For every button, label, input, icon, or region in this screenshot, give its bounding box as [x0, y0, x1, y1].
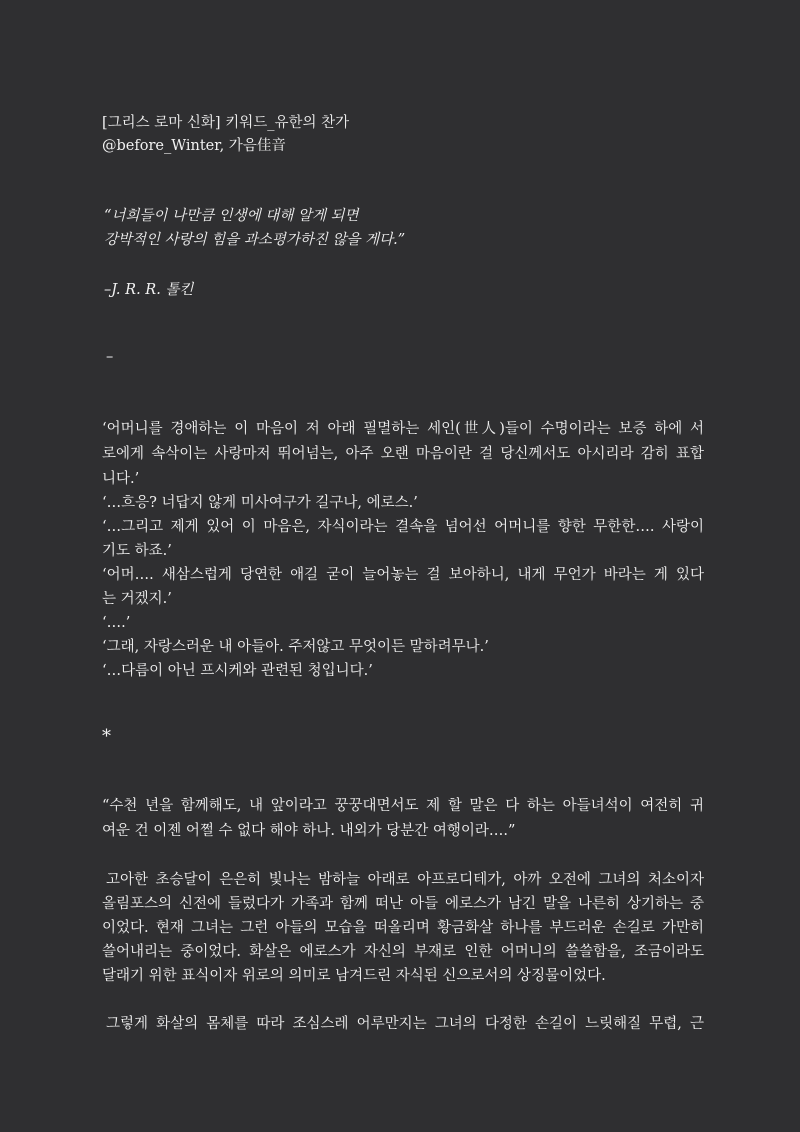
dialogue-line: 는 거겠지.’: [102, 591, 172, 607]
dialogue-line: ‘그래, 자랑스러운 내 아들아. 주저않고 무엇이든 말하려무나.’: [102, 639, 489, 655]
dialogue-line: 니다.’: [102, 471, 140, 487]
speech-line: “수천 년을 함께해도, 내 앞이라고 꿍꿍대면서도 제 할 말은 다 하는 아들녀석이 여전히 귀: [102, 798, 704, 814]
dialogue-line: ‘…다름이 아닌 프시케와 관련된 청입니다.’: [102, 663, 373, 679]
paragraph-line: 달래기 위한 표식이자 위로의 의미로 남겨드린 자식된 신으로서의 상징물이었다.: [102, 968, 606, 984]
paragraph-line: 그렇게 화살의 몸체를 따라 조심스레 어루만지는 그녀의 다정한 손길이 느릿해질 무렵, 근: [106, 1016, 704, 1032]
paragraph-line: 이었다. 현재 그녀는 그런 아들의 모습을 떠올리며 황금화살 하나를 부드러운 손길로 가만히: [102, 920, 704, 936]
epigraph-attribution: –J. R. R. 톨킨: [104, 282, 194, 298]
paragraph-line: 올림포스의 신전에 들렀다가 가족과 함께 떠난 아들 에로스가 남긴 말을 나른히 상기하는 중: [102, 896, 704, 912]
document-title: [그리스 로마 신화] 키워드_유한의 찬가: [102, 115, 350, 131]
scene-separator: *: [102, 726, 111, 747]
speech-line: 여운 건 이젠 어쩔 수 없다 해야 하나. 내외가 당분간 여행이라….”: [102, 823, 516, 839]
author-line: @before_Winter, 가음佳音: [102, 138, 286, 154]
epigraph-line-1: “너희들이 나만큼 인생에 대해 알게 되면: [104, 208, 359, 224]
dialogue-line: ‘어머…. 새삼스럽게 당연한 애길 굳이 늘어놓는 걸 보아하니, 내게 무언가 바라는 게 있다: [102, 567, 704, 583]
dialogue-line: 기도 하죠.’: [102, 543, 172, 559]
dialogue-line: ‘….’: [102, 615, 131, 631]
paragraph-line: 쓸어내리는 중이었다. 화살은 에로스가 자신의 부재로 인한 어머니의 쓸쓸함을, 조금이라도: [102, 944, 704, 960]
dialogue-line: ‘어머니를 경애하는 이 마음이 저 아래 필멸하는 세인(世人)들이 수명이라는 보증 하에 서: [102, 421, 704, 437]
dialogue-line: ‘…그리고 제게 있어 이 마음은, 자식이라는 결속을 넘어선 어머니를 향한 무한한…. 사랑이: [102, 519, 704, 535]
dialogue-line: ‘…흐응? 너답지 않게 미사여구가 길구나, 에로스.’: [102, 495, 418, 511]
epigraph-line-2: 강박적인 사랑의 힘을 과소평가하진 않을 게다.”: [104, 232, 406, 248]
dialogue-line: 로에게 속삭이는 사랑마저 뛰어넘는, 아주 오랜 마음이란 걸 당신께서도 아시리라 감히 표합: [102, 446, 704, 462]
section-divider: –: [106, 349, 114, 365]
paragraph-line: 고아한 초승달이 은은히 빛나는 밤하늘 아래로 아프로디테가, 아까 오전에 그녀의 처소이자: [106, 872, 704, 888]
